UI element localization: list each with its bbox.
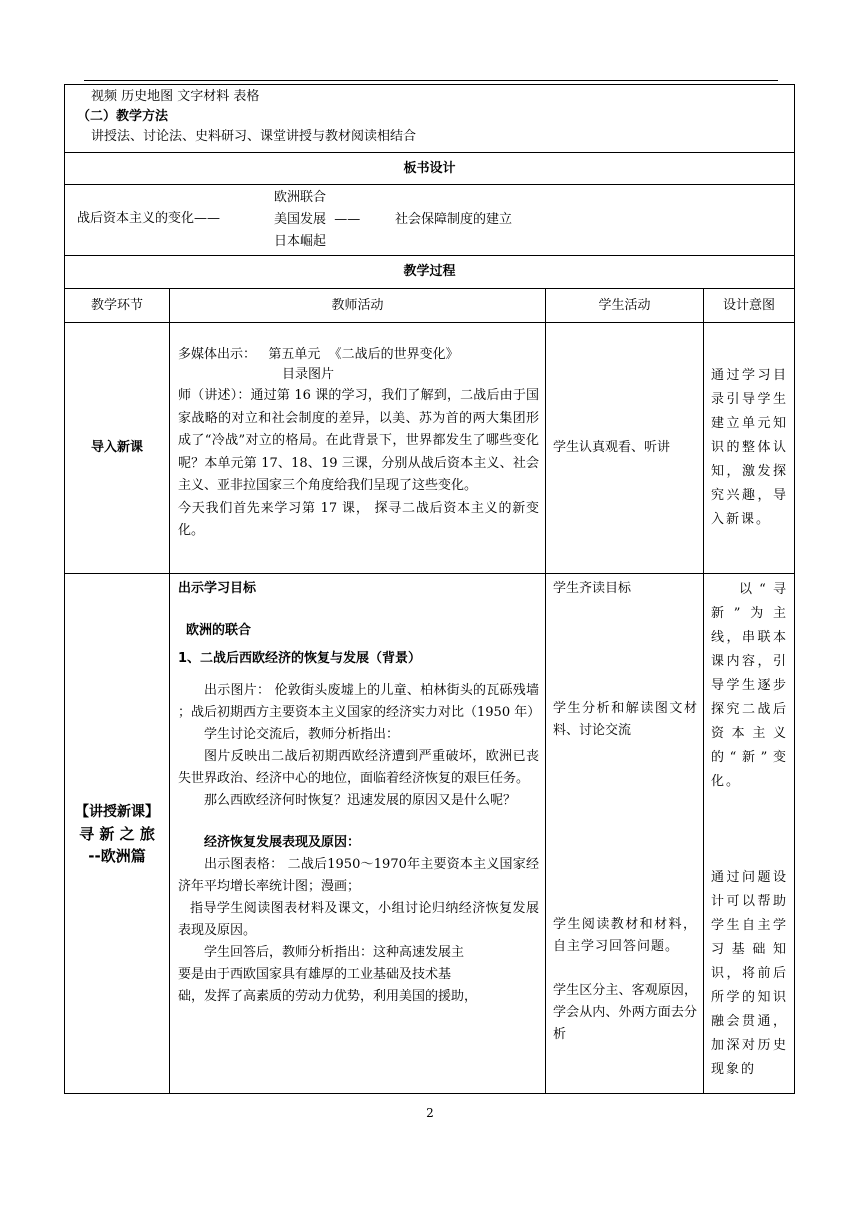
board-left: 战后资本主义的变化—— [77,211,221,226]
board-middle-3: 日本崛起 [274,234,327,249]
materials-items: 视频 历史地图 文字材料 表格 [91,89,260,104]
teacher-intro-line2: 目录图片 [282,367,335,382]
board-heading: 板书设计 [65,153,795,185]
methods-text: 讲授法、讨论法、史料研习、课堂讲授与教材阅读相结合 [91,129,417,144]
teacher-lesson [170,574,546,1094]
teacher-p10: 础，发挥了高素质的劳动力优势，利用美国的援助， [178,989,478,1004]
table-row [65,323,795,574]
intent-i2: 通过问题设计可以帮助学生自主学习基础知识，将前后所学的知识融会贯通，加深对历史现象的 [711,870,789,1077]
stage-lesson [65,574,170,1094]
stage-intro: 导入新课 [65,323,170,574]
stage-lesson-line1: 【讲授新课】 [75,803,159,820]
col-intent: 设计意图 [704,289,795,323]
intent-i1: 以“寻新”为主线，串联本课内容，引导学生逐步探究二战后资本主义的“新”变化。 [711,582,789,789]
col-stage: 教学环节 [65,289,170,323]
col-student: 学生活动 [546,289,704,323]
board-content-row [65,185,795,256]
col-teacher: 教师活动 [170,289,546,323]
lesson-plan-table [64,84,795,1094]
table-row [65,574,795,1094]
teacher-section: 欧洲的联合 [186,623,252,638]
student-intro: 学生认真观看、听讲 [546,323,704,574]
student-s2: 学生分析和解读图文材料、讨论交流 [553,701,697,738]
teacher-p6: 出示图表格： 二战后1950～1970年主要资本主义国家经济年平均增长率统计图；漫画； [178,857,539,894]
teacher-p8: 学生回答后，教师分析指出：这种高速发展主 [204,945,465,960]
student-s3: 学生阅读教材和材料，自主学习回答问题。 [553,917,697,954]
teacher-p5: 经济恢复发展表现及原因： [204,835,361,850]
header-rule [84,80,778,81]
board-right: 社会保障制度的建立 [395,212,513,227]
teacher-goal: 出示学习目标 [178,581,257,596]
board-middle-1: 欧洲联合 [274,190,327,205]
intent-intro-text: 通过学习目录引导学生建立单元知识的整体认知，激发探究兴趣，导入新课。 [711,368,789,527]
board-middle-2: 美国发展 —— [274,212,361,227]
intent-intro [704,323,795,574]
student-lesson [546,574,704,1094]
teacher-p7: 指导学生阅读图表材料及课文，小组讨论归纳经济恢复发展表现及原因。 [178,901,539,938]
materials-row [65,85,795,153]
stage-lesson-line2: 寻 新 之 旅 [79,824,155,843]
student-s4: 学生区分主、客观原因，学会从内、外两方面去分析 [553,983,697,1042]
intent-lesson [704,574,795,1094]
teacher-p3: 图片反映出二战后初期西欧经济遭到严重破坏，欧洲已丧失世界政治、经济中心的地位，面临着经济恢复的艰巨任务。 [178,749,539,786]
teacher-intro-para: 师（讲述）：通过第 16 课的学习，我们了解到，二战后由于国家战略的对立和社会制度的差异，以美、苏为首的两大集团形成了“冷战”对立的格局。在此背景下，世界都发生了哪些变化呢？本单元第 17、18、19 三课，分别从战后资本主义、社会主义、亚非拉国家三个角度给我们呈现了这些变化。 [178,388,539,493]
methods-heading: （二）教学方法 [77,109,169,124]
page-number: 2 [426,1106,434,1120]
process-heading: 教学过程 [65,256,795,289]
process-heading-row [65,256,795,289]
teacher-subsection: 1、二战后西欧经济的恢复与发展（背景） [178,651,422,666]
board-heading-row [65,153,795,185]
teacher-intro-close: 今天我们首先来学习第 17 课， 探寻二战后资本主义的新变化。 [178,500,539,538]
column-header-row [65,289,795,323]
stage-lesson-line3: --欧洲篇 [88,846,146,865]
student-s1: 学生齐读目标 [553,581,632,596]
teacher-intro [170,323,546,574]
teacher-p4: 那么西欧经济何时恢复？迅速发展的原因又是什么呢？ [204,793,517,808]
teacher-intro-line1: 多媒体出示： 第五单元 《二战后的世界变化》 [178,347,459,362]
teacher-p9: 要是由于西欧国家具有雄厚的工业基础及技术基 [178,967,452,982]
teacher-p1: 出示图片： 伦敦街头废墟上的儿童、柏林街头的瓦砾残墙 ；战后初期西方主要资本主义国家的经济实力对比（1950 年） [178,683,541,720]
teacher-p2: 学生讨论交流后，教师分析指出： [204,727,400,742]
